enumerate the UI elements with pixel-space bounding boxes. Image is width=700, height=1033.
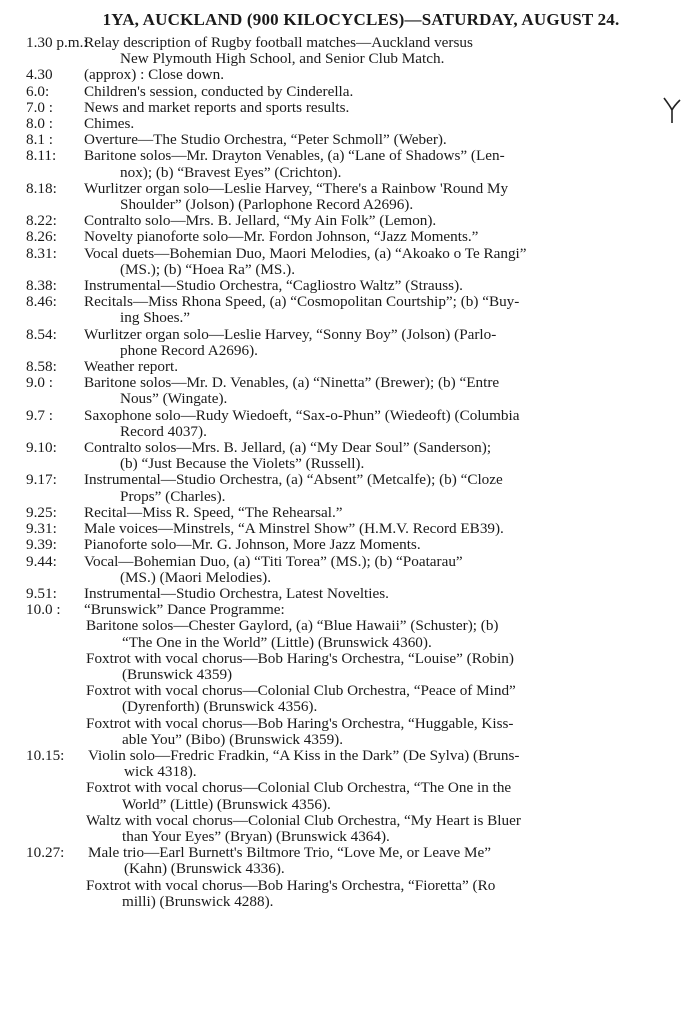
entry-text: (approx) : Close down.	[84, 66, 225, 84]
schedule-entry	[26, 602, 696, 618]
entry-text: Recital—Miss R. Speed, “The Rehearsal.”	[84, 503, 343, 521]
schedule-entry	[26, 440, 696, 472]
sub-entry-text: Waltz with vocal chorus—Colonial Club Orchestra, “My Heart is Bluer	[86, 811, 521, 829]
schedule-entry	[26, 181, 696, 213]
sub-entry	[26, 716, 696, 748]
entry-text-continued: (b) “Just Because the Violets” (Russell).	[120, 455, 365, 473]
entry-time: 8.18:	[26, 179, 57, 197]
schedule-entry	[26, 472, 696, 504]
entry-text: Contralto solos—Mrs. B. Jellard, (a) “My Dear Soul” (Sanderson);	[84, 439, 492, 457]
schedule-entry	[26, 84, 696, 100]
entry-time: 8.11:	[26, 147, 57, 165]
sub-entry-text-continued: (Dyrenforth) (Brunswick 4356).	[122, 698, 318, 716]
entry-time: 9.25:	[26, 503, 57, 521]
entry-text: Relay description of Rugby football matches—Auckland versus	[84, 34, 473, 51]
sub-entry-text: Foxtrot with vocal chorus—Colonial Club Orchestra, “The One in the	[86, 779, 512, 797]
entry-text: Vocal duets—Bohemian Duo, Maori Melodies, (a) “Akoako o Te Rangi”	[84, 244, 527, 262]
entry-time: 9.31:	[26, 520, 57, 538]
sub-entry-text: Foxtrot with vocal chorus—Bob Haring's Orchestra, “Fioretta” (Ro	[86, 876, 496, 894]
sub-entry	[26, 651, 696, 683]
entry-text-continued: New Plymouth High School, and Senior Club Match.	[120, 50, 445, 68]
sub-entry-text-continued: able You” (Bibo) (Brunswick 4359).	[122, 730, 344, 748]
schedule-entry	[26, 845, 696, 877]
sub-entry-text-continued: milli) (Brunswick 4288).	[122, 892, 274, 910]
sub-entry-text-continued: “The One in the World” (Little) (Brunswick 4360).	[122, 633, 432, 651]
entry-text: Instrumental—Studio Orchestra, (a) “Absent” (Metcalfe); (b) “Cloze	[84, 471, 503, 489]
entry-time: 9.39:	[26, 536, 57, 554]
entry-text-continued: phone Record A2696).	[120, 341, 258, 359]
schedule-entry	[26, 748, 696, 780]
sub-entry-text: Baritone solos—Chester Gaylord, (a) “Blue Hawaii” (Schuster); (b)	[86, 617, 499, 635]
sub-entry	[26, 618, 696, 650]
entry-time: 4.30	[26, 66, 53, 84]
entry-text: Male trio—Earl Burnett's Biltmore Trio, “Love Me, or Leave Me”	[88, 844, 492, 862]
entry-text-continued: (MS.); (b) “Hoea Ra” (MS.).	[120, 260, 296, 278]
entry-text-continued: Shoulder” (Jolson) (Parlophone Record A2696).	[120, 196, 414, 214]
entry-text: Saxophone solo—Rudy Wiedoeft, “Sax-o-Phun” (Wiedeoft) (Columbia	[84, 406, 520, 424]
entry-text: Vocal—Bohemian Duo, (a) “Titi Torea” (MS.); (b) “Poatarau”	[84, 552, 463, 570]
entry-text: Instrumental—Studio Orchestra, Latest Novelties.	[84, 584, 389, 602]
schedule-entry	[26, 67, 696, 83]
sub-entry	[26, 878, 696, 910]
entry-text: Wurlitzer organ solo—Leslie Harvey, “Sonny Boy” (Jolson) (Parlo-	[84, 325, 497, 343]
entry-text: Overture—The Studio Orchestra, “Peter Schmoll” (Weber).	[84, 131, 447, 149]
entry-time: 8.1 :	[26, 131, 54, 149]
entry-time: 8.26:	[26, 228, 57, 246]
schedule-entry	[26, 213, 696, 229]
schedule-entry	[26, 554, 696, 586]
entry-time: 10.0 :	[26, 601, 61, 619]
schedule-entry	[26, 229, 696, 245]
schedule-entry	[26, 537, 696, 553]
entry-text: Chimes.	[84, 115, 135, 133]
entry-text: Children's session, conducted by Cinderella.	[84, 82, 354, 100]
sub-entry-text-continued: (Brunswick 4359)	[122, 665, 233, 683]
entry-text-continued: (MS.) (Maori Melodies).	[120, 568, 272, 586]
sub-entry-text-continued: World” (Little) (Brunswick 4356).	[122, 795, 331, 813]
entry-time: 6.0:	[26, 82, 50, 100]
schedule-list	[26, 35, 696, 910]
schedule-entry	[26, 375, 696, 407]
schedule-entry	[26, 521, 696, 537]
sub-entry-text: Foxtrot with vocal chorus—Bob Haring's Orchestra, “Louise” (Robin)	[86, 649, 514, 667]
schedule-entry	[26, 505, 696, 521]
entry-text-continued: nox); (b) “Bravest Eyes” (Crichton).	[120, 163, 342, 181]
entry-text: Violin solo—Fredric Fradkin, “A Kiss in the Dark” (De Sylva) (Bruns-	[88, 746, 520, 764]
entry-text-continued: Props” (Charles).	[120, 487, 226, 505]
sub-entry	[26, 780, 696, 812]
schedule-entry	[26, 327, 696, 359]
entry-time: 9.7 :	[26, 406, 54, 424]
schedule-entry	[26, 294, 696, 326]
schedule-entry	[26, 35, 696, 67]
schedule-entry	[26, 408, 696, 440]
entry-time: 1.30 p.m.:	[26, 34, 88, 51]
entry-time: 7.0 :	[26, 98, 54, 116]
entry-text: News and market reports and sports results.	[84, 98, 350, 116]
schedule-entry	[26, 148, 696, 180]
page-title: 1YA, AUCKLAND (900 KILOCYCLES)—SATURDAY, AUGUST 24.	[102, 10, 620, 29]
entry-time: 9.0 :	[26, 374, 54, 392]
entry-text: Weather report.	[84, 358, 179, 376]
entry-text: Baritone solos—Mr. Drayton Venables, (a) “Lane of Shadows” (Len-	[84, 147, 505, 165]
entry-text-continued: Record 4037).	[120, 422, 207, 440]
entry-time: 8.46:	[26, 293, 57, 311]
entry-text: Wurlitzer organ solo—Leslie Harvey, “There's a Rainbow 'Round My	[84, 179, 509, 197]
sub-entry	[26, 813, 696, 845]
entry-time: 8.22:	[26, 212, 57, 230]
entry-text-continued: (Kahn) (Brunswick 4336).	[124, 860, 285, 878]
entry-text: Recitals—Miss Rhona Speed, (a) “Cosmopolitan Courtship”; (b) “Buy-	[84, 293, 520, 311]
entry-text: Contralto solo—Mrs. B. Jellard, “My Ain Folk” (Lemon).	[84, 212, 437, 230]
entry-time: 10.15:	[26, 746, 65, 764]
sub-entry	[26, 683, 696, 715]
schedule-entry	[26, 132, 696, 148]
schedule-entry	[26, 359, 696, 375]
schedule-entry	[26, 100, 696, 116]
entry-text-continued: ing Shoes.”	[120, 309, 191, 327]
entry-text: Baritone solos—Mr. D. Venables, (a) “Ninetta” (Brewer); (b) “Entre	[84, 374, 500, 392]
schedule-entry	[26, 246, 696, 278]
schedule-entry	[26, 586, 696, 602]
sub-entry-text-continued: than Your Eyes” (Bryan) (Brunswick 4364).	[122, 827, 390, 845]
entry-text: Pianoforte solo—Mr. G. Johnson, More Jazz Moments.	[84, 536, 421, 554]
entry-text-continued: Nous” (Wingate).	[120, 390, 228, 408]
entry-time: 9.44:	[26, 552, 57, 570]
sub-entry-text: Foxtrot with vocal chorus—Bob Haring's Orchestra, “Huggable, Kiss-	[86, 714, 514, 732]
entry-time: 8.38:	[26, 277, 57, 295]
entry-text: Novelty pianoforte solo—Mr. Fordon Johnson, “Jazz Moments.”	[84, 228, 479, 246]
entry-time: 8.54:	[26, 325, 57, 343]
entry-text: Male voices—Minstrels, “A Minstrel Show” (H.M.V. Record EB39).	[84, 520, 504, 538]
entry-text: “Brunswick” Dance Programme:	[84, 601, 285, 619]
entry-time: 8.31:	[26, 244, 57, 262]
entry-time: 10.27:	[26, 844, 65, 862]
entry-time: 8.58:	[26, 358, 57, 376]
schedule-entry	[26, 278, 696, 294]
entry-text-continued: wick 4318).	[124, 763, 197, 781]
schedule-entry	[26, 116, 696, 132]
entry-time: 9.10:	[26, 439, 57, 457]
entry-time: 8.0 :	[26, 115, 54, 133]
entry-time: 9.51:	[26, 584, 57, 602]
sub-entry-text: Foxtrot with vocal chorus—Colonial Club Orchestra, “Peace of Mind”	[86, 682, 516, 700]
entry-text: Instrumental—Studio Orchestra, “Cagliostro Waltz” (Strauss).	[84, 277, 463, 295]
entry-time: 9.17:	[26, 471, 57, 489]
